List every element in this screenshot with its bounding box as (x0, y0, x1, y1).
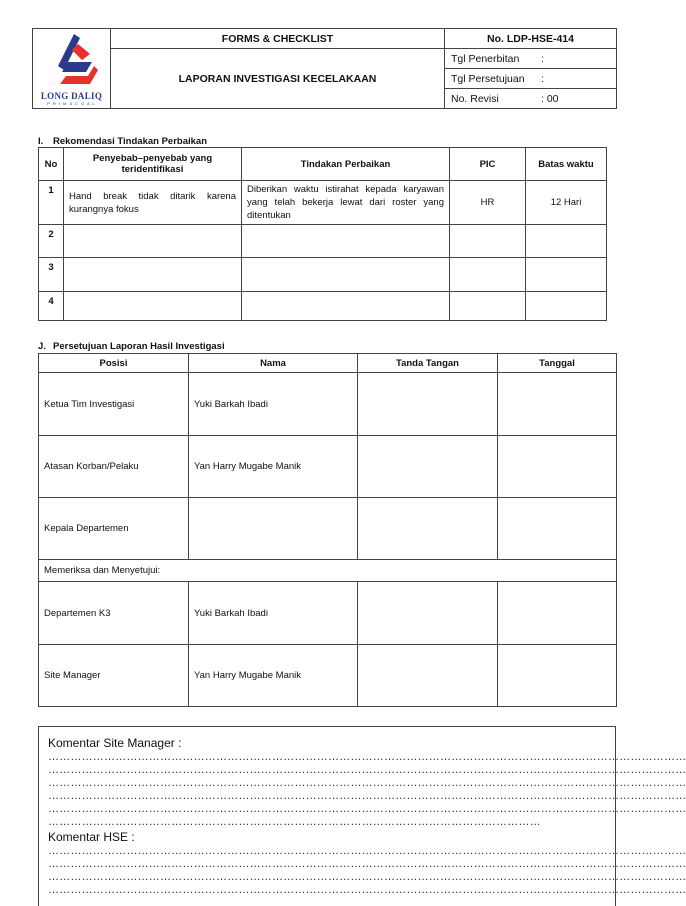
site-manager-comment-line[interactable]: ……………………………………………………………………………………………………………………………………………………… (48, 764, 686, 776)
table-row (39, 645, 617, 707)
hse-comment-line[interactable]: ……………………………………………………………………………………………………………………………………………………… (48, 858, 686, 870)
pic-cell[interactable] (450, 258, 526, 292)
meta-issue-date: Tgl Penerbitan : (445, 49, 617, 69)
col-header-position: Posisi (39, 354, 189, 373)
site-manager-comment-line[interactable]: ……………………………………………………………………………………………………………………………………………………… (48, 777, 686, 789)
company-logo (33, 29, 111, 109)
table-row (39, 258, 607, 292)
table-row (39, 225, 607, 258)
deadline-cell[interactable] (526, 225, 607, 258)
position-cell: Kepala Departemen (39, 498, 189, 560)
name-cell[interactable]: Yuki Barkah Ibadi (189, 373, 358, 436)
table-row (39, 292, 607, 321)
col-header-signature: Tanda Tangan (358, 354, 498, 373)
comment-box (38, 726, 686, 906)
pic-cell[interactable]: HR (450, 181, 526, 225)
action-cell[interactable]: Diberikan waktu istirahat kepada karyawan yang telah bekerja lewat dari roster yang ditentukan (242, 181, 450, 225)
document-number: No. LDP-HSE-414 (445, 29, 617, 49)
position-cell: Site Manager (39, 645, 189, 707)
cause-cell[interactable] (64, 225, 242, 258)
action-cell[interactable] (242, 258, 450, 292)
table-header-row (39, 148, 607, 181)
meta-revision: No. Revisi : 00 (445, 89, 617, 109)
date-cell[interactable] (498, 498, 617, 560)
name-cell[interactable] (189, 498, 358, 560)
col-header-pic: PIC (450, 148, 526, 181)
signature-cell[interactable] (358, 373, 498, 436)
site-manager-comment-line[interactable]: ……………………………………………………………………………………………………………………………………………………… (48, 803, 686, 815)
section-i-title: I. Rekomendasi Tindakan Perbaikan (38, 136, 207, 147)
signature-cell[interactable] (358, 436, 498, 498)
name-cell[interactable]: Yan Harry Mugabe Manik (189, 436, 358, 498)
site-manager-comment-label: Komentar Site Manager : (48, 736, 182, 750)
action-cell[interactable] (242, 292, 450, 321)
col-header-date: Tanggal (498, 354, 617, 373)
long-daliq-logo-icon (42, 32, 102, 90)
col-header-action: Tindakan Perbaikan (242, 148, 450, 181)
approval-table (38, 353, 617, 707)
name-cell[interactable]: Yuki Barkah Ibadi (189, 582, 358, 645)
hse-comment-line[interactable]: ……………………………………………………………………………………………………………………………………………………… (48, 871, 686, 883)
cause-cell[interactable] (64, 292, 242, 321)
cause-cell[interactable]: Hand break tidak ditarik karena kurangnya fokus (64, 181, 242, 225)
site-manager-comment-line[interactable]: ……………………………………………………………………………………………………………………………………………………… (48, 790, 686, 802)
col-header-deadline: Batas waktu (526, 148, 607, 181)
action-cell[interactable] (242, 225, 450, 258)
deadline-cell[interactable] (526, 292, 607, 321)
form-title: LAPORAN INVESTIGASI KECELAKAAN (111, 49, 445, 109)
table-row (39, 582, 617, 645)
table-header-row (39, 354, 617, 373)
hse-comment-line[interactable]: ……………………………………………………………………………………………………………………………………………………… (48, 884, 686, 896)
hse-comment-label: Komentar HSE : (48, 830, 135, 844)
deadline-cell[interactable]: 12 Hari (526, 181, 607, 225)
row-no: 1 (39, 181, 64, 225)
date-cell[interactable] (498, 373, 617, 436)
date-cell[interactable] (498, 582, 617, 645)
col-header-no: No (39, 148, 64, 181)
signature-cell[interactable] (358, 498, 498, 560)
position-cell: Departemen K3 (39, 582, 189, 645)
date-cell[interactable] (498, 436, 617, 498)
corrective-action-table (38, 147, 607, 321)
name-cell[interactable]: Yan Harry Mugabe Manik (189, 645, 358, 707)
pic-cell[interactable] (450, 292, 526, 321)
form-category: FORMS & CHECKLIST (111, 29, 445, 49)
table-row (39, 373, 617, 436)
section-j-title: J. Persetujuan Laporan Hasil Investigasi (38, 341, 225, 352)
hse-comment-line[interactable]: ……………………………………………………………………………………………………………………………………………………… (48, 845, 686, 857)
table-row (39, 181, 607, 225)
col-header-cause: Penyebab–penyebab yang teridentifikasi (64, 148, 242, 181)
position-cell: Ketua Tim Investigasi (39, 373, 189, 436)
col-header-name: Nama (189, 354, 358, 373)
logo-subtext: P R I M A C O A L (47, 100, 96, 106)
date-cell[interactable] (498, 645, 617, 707)
signature-cell[interactable] (358, 582, 498, 645)
approval-label: Memeriksa dan Menyetujui: (39, 560, 617, 582)
position-cell: Atasan Korban/Pelaku (39, 436, 189, 498)
row-no: 2 (39, 225, 64, 258)
signature-cell[interactable] (358, 645, 498, 707)
site-manager-comment-line[interactable]: ……………………………………………………………………………………………………………………………………………………… (48, 751, 686, 763)
meta-approval-date: Tgl Persetujuan : (445, 69, 617, 89)
site-manager-comment-line[interactable]: …………………………………………………………………………………………………………………… (48, 816, 541, 828)
approval-span-row (39, 560, 617, 582)
row-no: 4 (39, 292, 64, 321)
table-row (39, 436, 617, 498)
row-no: 3 (39, 258, 64, 292)
document-header (32, 28, 617, 109)
logo-text: LONG DALIQ (40, 90, 103, 101)
table-row (39, 498, 617, 560)
deadline-cell[interactable] (526, 258, 607, 292)
pic-cell[interactable] (450, 225, 526, 258)
cause-cell[interactable] (64, 258, 242, 292)
